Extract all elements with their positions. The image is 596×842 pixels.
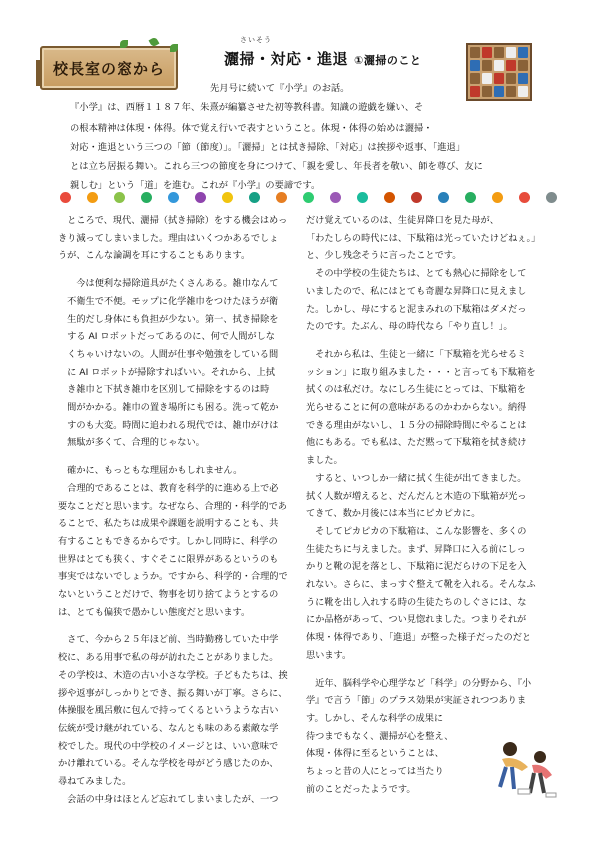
intro-line: 親しむ」という「道」を進む。これが『小学』の要諦です。 [70, 180, 321, 191]
leaf-icon [170, 44, 178, 52]
headline-sub: ①灑掃のこと [354, 54, 422, 67]
body-line: 伝統が受け継がれている、なんとも味のある素敵な学 [58, 722, 279, 734]
decorative-dot [546, 192, 557, 203]
body-line: 今は便利な掃除道具がたくさんある。雑巾なんて [58, 278, 279, 290]
body-line: 要なことだと思います。なぜなら、合理的・科学的であ [58, 500, 287, 512]
body-line: 不衛生で不便。モップに化学雑巾をつけたほうが衛 [58, 295, 279, 307]
body-line: ることで、私たちは成果や課題を説明することも、共 [58, 518, 279, 530]
decorative-dot [141, 192, 152, 203]
body-line: すのも大変。時間に追われる現代では、雑巾がけは [58, 419, 279, 431]
body-line: ました。 [306, 455, 343, 467]
decorative-dot [249, 192, 260, 203]
body-line: 校に、ある用事で私の母が訪れたことがありました。 [58, 652, 279, 664]
body-line: 有することもできるからです。しかし同時に、科学の [58, 535, 278, 547]
body-line: 「わたしらの時代には、下駄箱は光っていたけどねぇ。」 [306, 232, 541, 244]
paragraph-gap [306, 336, 564, 346]
decorative-dot [114, 192, 125, 203]
intro-line: 先月号に続いて『小学』のお話。 [210, 83, 350, 94]
paragraph-gap [58, 452, 308, 462]
intro-line: 『小学』は、西暦１１８７年、朱熹が編纂させた初等教科書。知識の遊戯を嫌い、そ [70, 102, 424, 113]
body-line: さて、今から２５年ほど前、当時勤務していた中学 [58, 634, 279, 646]
body-line: きり減ってしまいました。理由はいくつかあるでしょ [58, 232, 279, 244]
sign-title: 校長室の窓から [52, 60, 165, 78]
body-line: 校でした。現代の中学校のイメージとは、いい意味で [58, 740, 279, 752]
body-line: かけ離れている。そんな学校を母がどう感じたのか、 [58, 758, 279, 770]
body-line: き雑巾と下拭き雑巾を区別して掃除をするのは時 [58, 384, 270, 396]
body-line: 世界はとても狭く、すぐそこに限界があるというのも [58, 553, 279, 565]
decorative-dot [222, 192, 233, 203]
body-line: 学』で言う「節」のプラス効果が実証されつつありま [306, 695, 527, 707]
decorative-dot [330, 192, 341, 203]
decorative-dot [357, 192, 368, 203]
body-line: たのです。たぶん、母の時代なら「やり直し！」。 [306, 321, 513, 333]
decorative-dot [465, 192, 476, 203]
body-line: ところで、現代、灑掃（拭き掃除）をする機会はめっ [58, 215, 288, 226]
body-line: 尋ねてみました。 [58, 776, 132, 788]
decorative-dot [303, 192, 314, 203]
body-line: 会話の中身はほとんど忘れてしまいましたが、一つ [58, 793, 279, 805]
body-line: 前のことだったようです。 [306, 783, 416, 795]
body-line: 拭くのは私だけ。なにしろ生徒にとっては、下駄箱を [306, 384, 526, 396]
intro-line: の根本精神は体現・体得。体で覚え行いで表すということ。体現・体得の始めは灑掃・ [70, 123, 433, 134]
decorative-dot [438, 192, 449, 203]
intro-line: 対応・進退という三つの「節（節度）」。「灑掃」とは拭き掃除、「対応」は挨拶や返事、「進退」 [70, 142, 466, 153]
body-line: その学校は、木造の古い小さな学校。子どもたちは、挨 [58, 669, 288, 681]
body-line: 体操服を風呂敷に包んで持ってくるというような古い [58, 705, 279, 717]
body-line: 拶や返事がしっかりとでき、振る舞いが丁寧。さらに、 [58, 687, 288, 699]
paragraph-gap [58, 265, 308, 275]
decorative-dot [60, 192, 71, 203]
body-line: 無駄が多くて、合理的じゃない。 [58, 437, 205, 449]
sign-post [36, 60, 40, 86]
decorative-dot [87, 192, 98, 203]
body-line: ちょっと昔の人にとっては当たり [306, 766, 444, 778]
body-line: 拭く人数が増えると、だんだんと木造の下駄箱が光っ [306, 490, 527, 502]
headline [224, 48, 421, 69]
body-line: 体現・体得であり、「進退」が整った様子だったのだと [306, 632, 532, 644]
children-cleaning-illustration [488, 737, 560, 801]
body-line: 事実ではないでしょうか。ですから、科学的・合理的で [58, 571, 288, 583]
body-line: いましたので、私にはとても奇麗な昇降口に見えまし [306, 285, 527, 297]
body-line: それから私は、生徒と一緒に「下駄箱を光らせるミ [306, 348, 527, 360]
decorative-dot [195, 192, 206, 203]
body-line: そしてピカピカの下駄箱は、こんな影響を、多くの [306, 525, 527, 537]
decorative-dot [492, 192, 503, 203]
body-line: と、少し残念そうに言ったことです。 [306, 250, 462, 262]
decorative-dot [411, 192, 422, 203]
body-line: くちゃいけないの。人間が仕事や勉強をしている間 [58, 348, 279, 360]
paragraph-gap [306, 665, 564, 675]
body-line: 生的だし身体にも負担が少ない。第一、拭き掃除を [58, 313, 279, 325]
body-line: た。しかし、母にすると泥まみれの下駄箱はダメだっ [306, 303, 527, 315]
body-line: だけ覚えているのは、生徒昇降口を見た母が、 [306, 215, 499, 226]
body-line: ないということだけで、物事を切り捨てようとするの [58, 589, 279, 601]
body-line: うが、こんな論調を耳にすることもあります。 [58, 250, 251, 262]
body-line: する AI ロボットだってあるのに、何で人間がしな [58, 331, 275, 343]
left-column [58, 212, 308, 809]
body-line: 生徒たちに与えました。まず、昇降口に入る前にしっ [306, 543, 526, 555]
body-line: にか品格があって、つい見惚れました。つまりそれが [306, 614, 527, 626]
headline-ruby: さいそう [240, 36, 272, 44]
decorative-dot [384, 192, 395, 203]
body-line: は、とても偏狭で愚かしい態度だと思います。 [58, 606, 251, 618]
body-line: す。しかし、そんな科学の成果に [306, 712, 444, 724]
body-line: 光らせることに何の意味があるのかわからない。納得 [306, 402, 527, 414]
right-column [306, 212, 564, 799]
body-line: かりと靴の泥を落とし、下駄箱に泥だらけの下足を入 [306, 561, 527, 573]
header-sign [40, 46, 178, 90]
body-line: 近年、脳科学や心理学など「科学」の分野から、『小 [306, 677, 532, 689]
body-line: 他にもある。でも私は、ただ黙って下駄箱を拭き続け [306, 437, 527, 449]
intro-line: とは立ち居振る舞い。これら三つの節度を身につけて、「親を愛し、年長者を敬い、師を尊び、友に [70, 161, 483, 172]
decorative-dot [276, 192, 287, 203]
body-line: 思います。 [306, 649, 352, 661]
body-line: 間がかかる。雑巾の置き場所にも困る。洗って乾か [58, 402, 279, 414]
body-line: ッション」に取り組みました・・・と言っても下駄箱を [306, 366, 536, 378]
decorative-dot [519, 192, 530, 203]
body-line: てきて、数か月後には本当にピカピカに。 [306, 508, 481, 520]
decorative-dot [168, 192, 179, 203]
headline-main: 灑掃・対応・進退 [224, 50, 349, 68]
body-line: に AI ロボットが掃除すればいい。それから、上拭 [58, 366, 275, 378]
body-line: 待つまでもなく、灑掃が心を整え、 [306, 730, 454, 742]
body-line: うに靴を出し入れする時の生徒たちのしぐさには、な [306, 596, 527, 608]
paragraph-gap [58, 621, 308, 631]
body-line: 合理的であることは、教育を科学的に進める上で必 [58, 482, 279, 494]
body-line: れない。さらに、まっすぐ整えて靴を入れる。そんなふ [306, 579, 536, 591]
body-line: 確かに、もっともな理屈かもしれません。 [58, 465, 243, 477]
leaf-icon [120, 40, 128, 48]
body-line: できる理由がないし、１５分の掃除時間にやることは [306, 419, 527, 431]
body-line: 体現・体得に至るということは、 [306, 748, 444, 760]
body-line: すると、いつしか一緒に拭く生徒が出てきました。 [306, 472, 527, 484]
body-line: その中学校の生徒たちは、とても熱心に掃除をして [306, 268, 527, 280]
